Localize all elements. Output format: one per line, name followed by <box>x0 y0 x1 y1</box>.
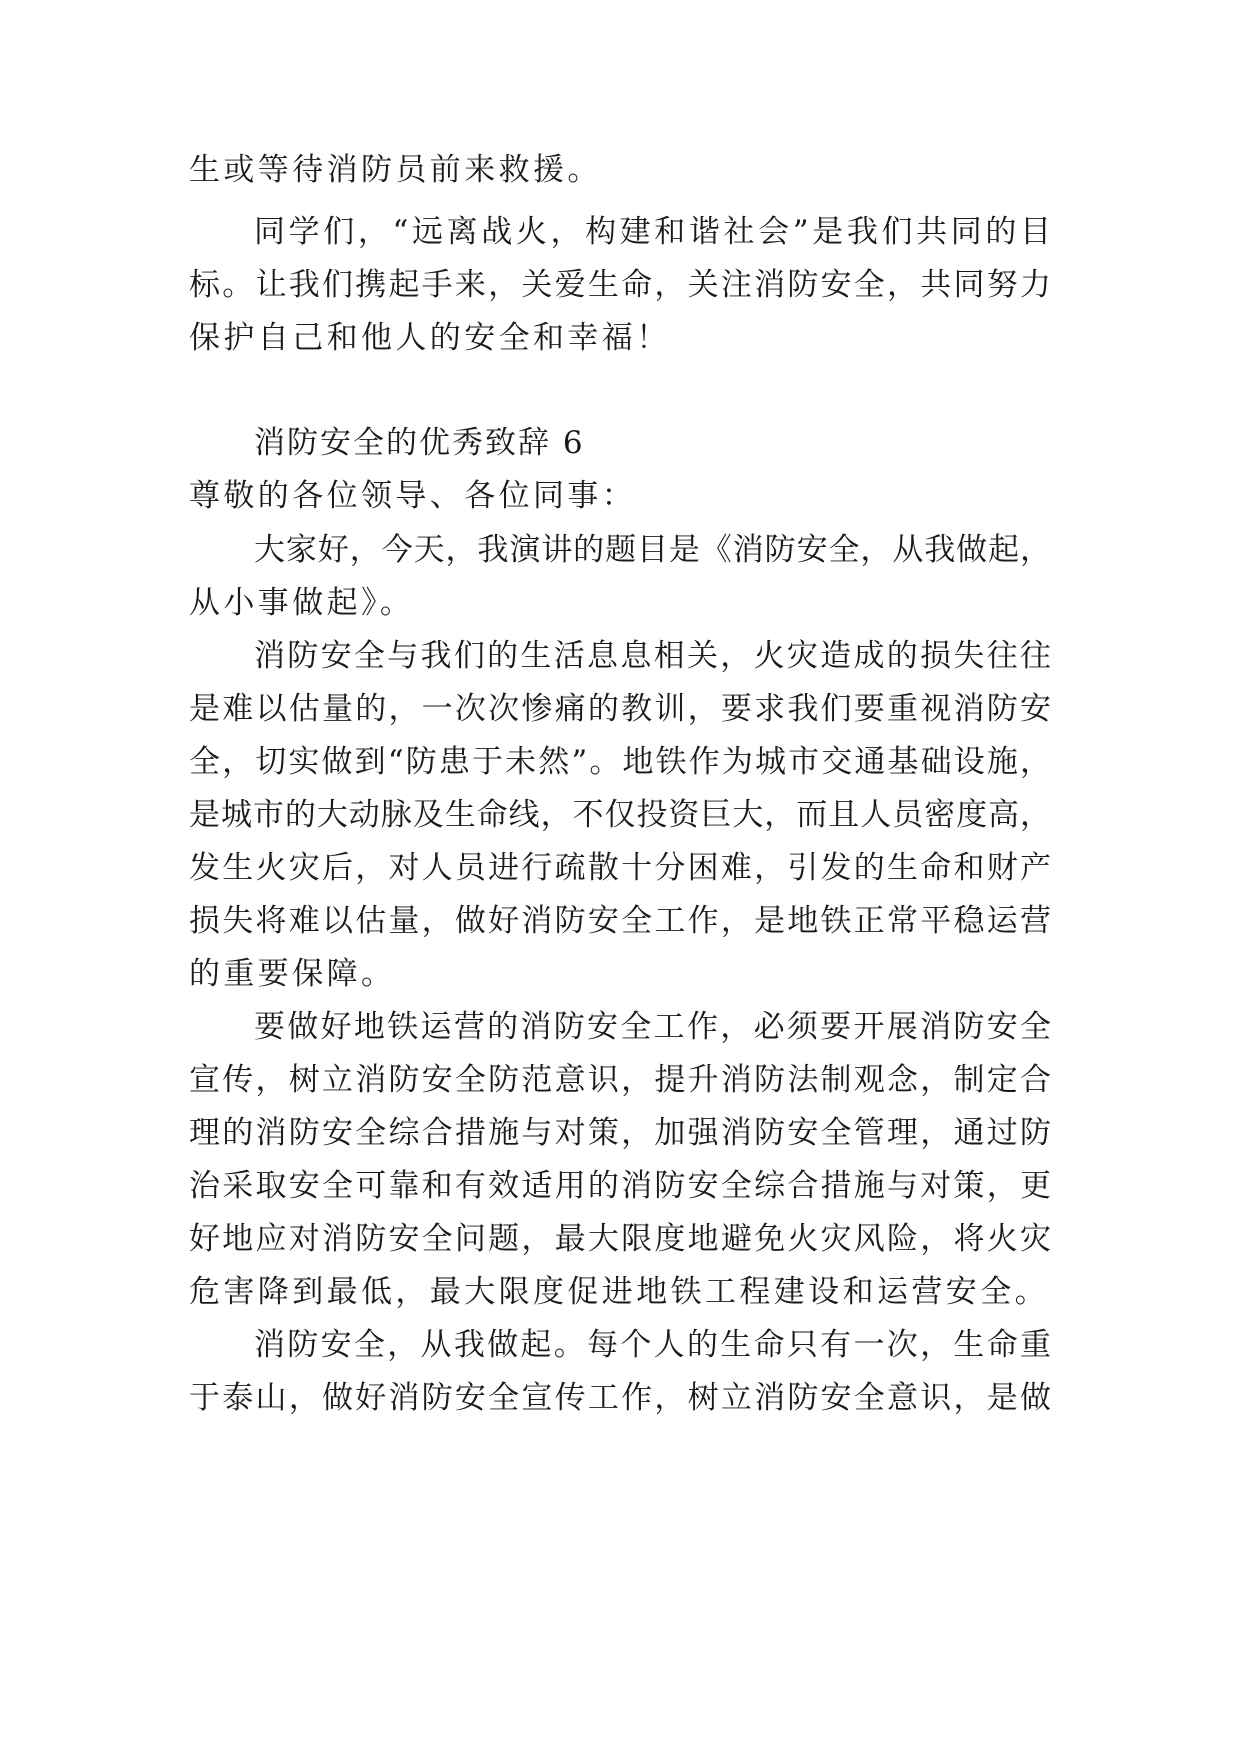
text-line-12: 是城市的大动脉及生命线，不仅投资巨大，而且人员密度高， <box>189 797 1051 833</box>
text-line-13: 发生火灾后，对人员进行疏散十分困难，引发的生命和财产 <box>189 850 1051 886</box>
section-heading: 消防安全的优秀致辞 6 <box>254 425 585 461</box>
text-line-18: 理的消防安全综合措施与对策，加强消防安全管理，通过防 <box>189 1115 1051 1151</box>
text-line-10: 是难以估量的，一次次惨痛的教训，要求我们要重视消防安 <box>189 691 1051 727</box>
text-line-20: 好地应对消防安全问题，最大限度地避免火灾风险，将火灾 <box>189 1221 1051 1257</box>
text-line-17: 宣传，树立消防安全防范意识，提升消防法制观念，制定合 <box>189 1062 1051 1098</box>
text-line-23: 于泰山，做好消防安全宣传工作，树立消防安全意识，是做 <box>189 1380 1051 1416</box>
text-line-16: 要做好地铁运营的消防安全工作，必须要开展消防安全 <box>254 1009 1051 1045</box>
text-line-7: 大家好，今天，我演讲的题目是《消防安全，从我做起， <box>254 532 1051 568</box>
text-line-19: 治采取安全可靠和有效适用的消防安全综合措施与对策，更 <box>189 1168 1051 1204</box>
text-line-15: 的重要保障。 <box>189 956 396 992</box>
text-line-14: 损失将难以估量，做好消防安全工作，是地铁正常平稳运营 <box>189 903 1051 939</box>
text-line-3: 标。让我们携起手来，关爱生命，关注消防安全，共同努力 <box>189 267 1051 303</box>
text-line-8: 从小事做起》。 <box>189 585 415 621</box>
text-line-2: 同学们，“远离战火，构建和谐社会”是我们共同的目 <box>254 214 1051 250</box>
text-line-1: 生或等待消防员前来救援。 <box>189 152 602 188</box>
text-line-9: 消防安全与我们的生活息息相关，火灾造成的损失往往 <box>254 638 1051 674</box>
salutation: 尊敬的各位领导、各位同事： <box>189 478 637 514</box>
text-line-4: 保护自己和他人的安全和幸福！ <box>189 320 671 356</box>
text-line-22: 消防安全，从我做起。每个人的生命只有一次，生命重 <box>254 1327 1051 1363</box>
text-line-11: 全，切实做到“防患于未然”。地铁作为城市交通基础设施， <box>189 744 1051 780</box>
text-line-21: 危害降到最低，最大限度促进地铁工程建设和运营安全。 <box>189 1274 1049 1310</box>
